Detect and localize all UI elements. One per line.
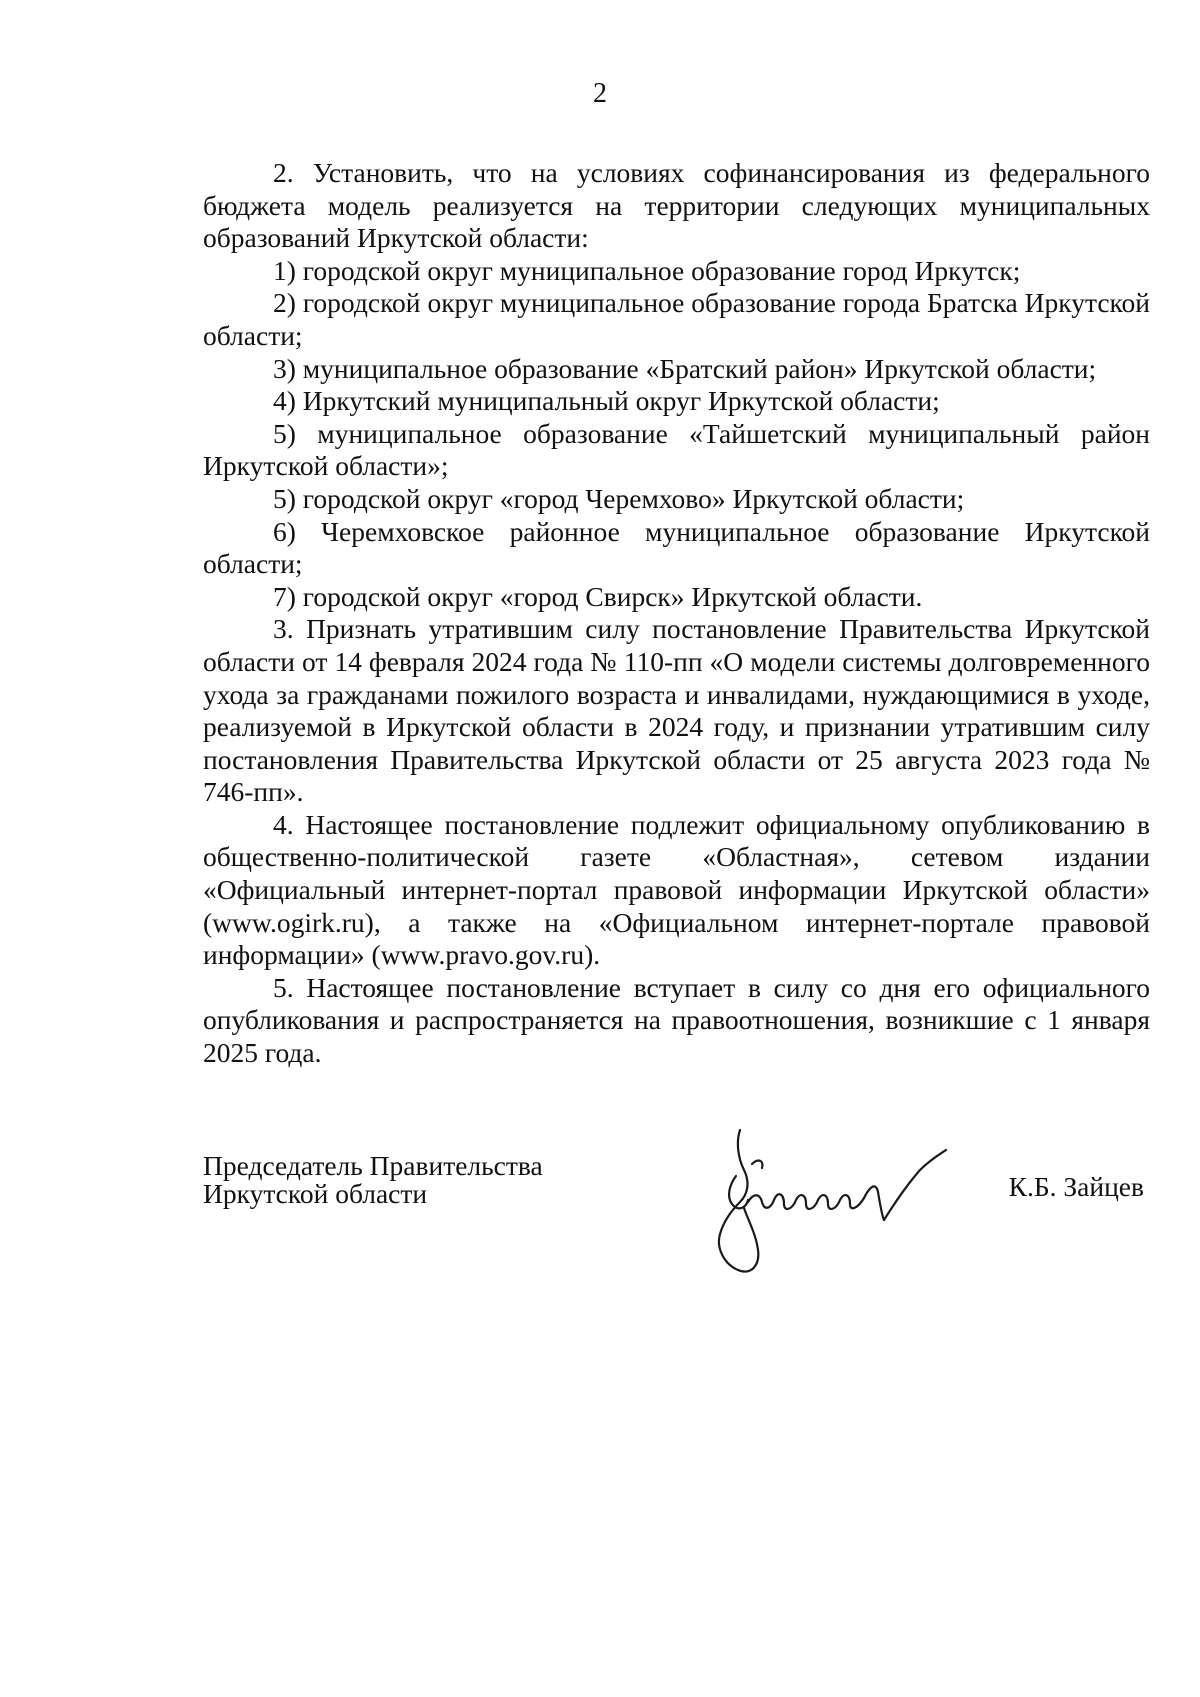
paragraph-4: 4. Настоящее постановление подлежит официальному опубликованию в общественно-политической газете «Областная», сетевом издании «Официальный интернет-портал правовой информации Иркутской области» (www.ogirk.ru), а также на «Официальном интернет-портале правовой информации» (www.pravo.gov.ru). (203, 808, 1150, 971)
document-body (203, 157, 1150, 1070)
paragraph-5: 5. Настоящее постановление вступает в силу со дня его официального опубликования и распространяется на правоотношения, возникшие с 1 января 2025 года. (203, 971, 1150, 1069)
list-item-6: 6) Черемховское районное муниципальное образование Иркутской области; (203, 515, 1150, 580)
page-number: 2 (593, 78, 607, 109)
handwritten-signature (678, 1124, 978, 1289)
signature-block (203, 1152, 1150, 1312)
signer-title-line-1: Председатель Правительства (203, 1150, 543, 1181)
list-item-4: 4) Иркутский муниципальный округ Иркутской области; (273, 385, 940, 417)
paragraph-2: 2. Установить, что на условиях софинансирования из федерального бюджета модель реализуется на территории следующих муниципальных образований Иркутской области: (203, 157, 1150, 254)
paragraph-3: 3. Признать утратившим силу постановление Правительства Иркутской области от 14 февраля 2024 года № 110-пп «О модели системы долговременного ухода за гражданами пожилого возраста и инвалидами, нуждающимися в уходе, реализуемой в Иркутской области в 2024 году, и признании утратившим силу постановления Правительства Иркутской области от 25 августа 2023 года № 746-пп». (203, 613, 1150, 808)
list-item-2: 2) городской округ муниципальное образование города Братска Иркутской области; (203, 287, 1150, 351)
list-item-3: 3) муниципальное образование «Братский район» Иркутской области; (273, 352, 1097, 384)
list-item-1: 1) городской округ муниципальное образование город Иркутск; (273, 254, 1021, 286)
signer-title-line-2: Иркутской области (203, 1178, 428, 1209)
list-item-7: 7) городской округ «город Свирск» Иркутской области. (273, 580, 923, 612)
signer-name: К.Б. Зайцев (1008, 1171, 1144, 1202)
list-item-5b: 5) городской округ «город Черемхово» Иркутской области; (273, 482, 965, 514)
list-item-5a: 5) муниципальное образование «Тайшетский муниципальный район Иркутской области»; (203, 417, 1150, 482)
signer-title (203, 1152, 543, 1208)
